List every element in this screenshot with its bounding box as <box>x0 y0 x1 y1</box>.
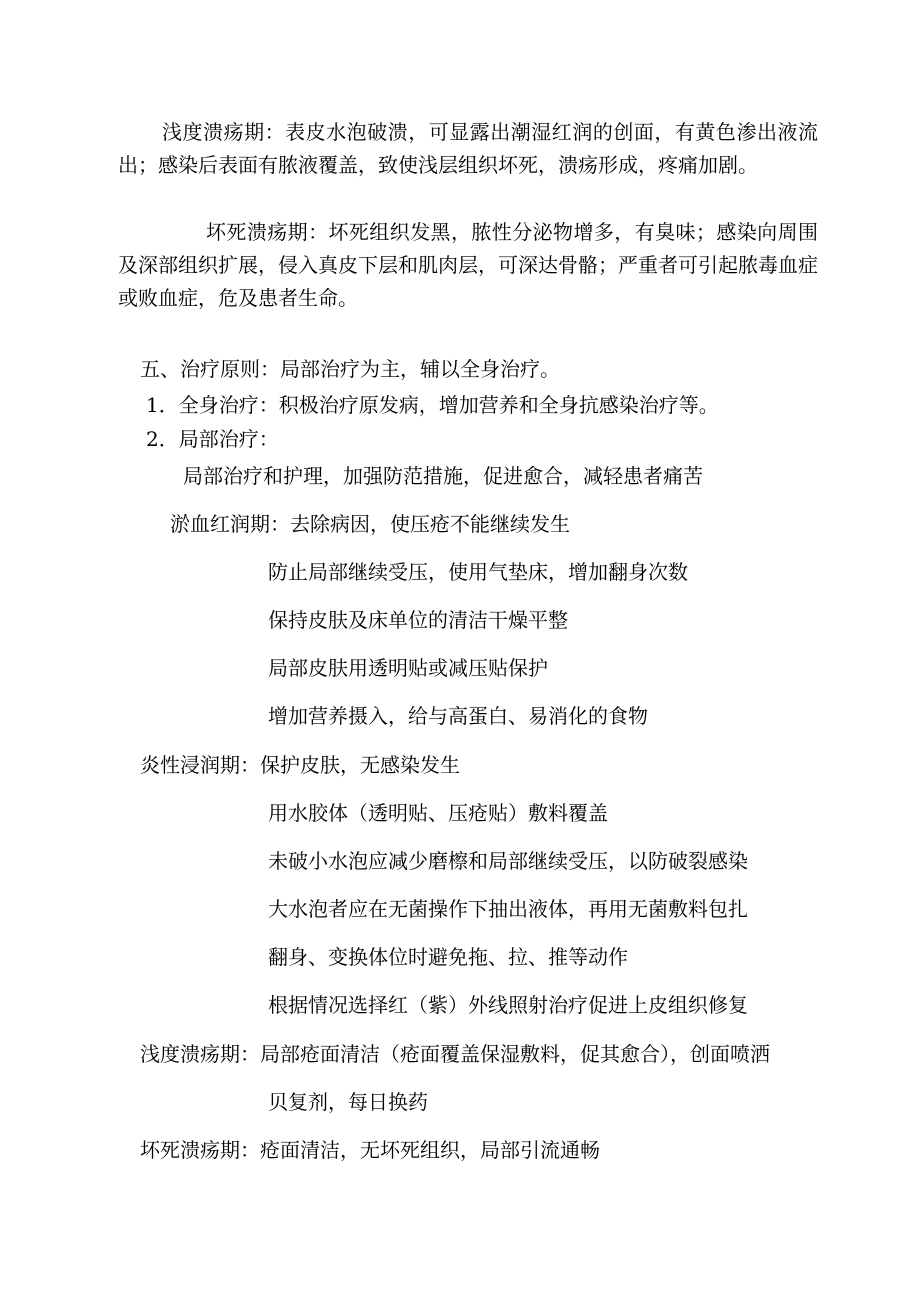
section-heading-treatment: 五、治疗原则：局部治疗为主，辅以全身治疗。 <box>140 357 560 381</box>
systemic-treatment: 1．全身治疗：积极治疗原发病，增加营养和全身抗感染治疗等。 <box>146 393 719 417</box>
list-item: 用水胶体（透明贴、压疮贴）敷料覆盖 <box>268 801 608 825</box>
stage-inflammation-heading: 炎性浸润期：保护皮肤，无感染发生 <box>140 753 460 777</box>
list-item: 根据情况选择红（紫）外线照射治疗促进上皮组织修复 <box>268 993 748 1017</box>
local-treatment-heading: 2．局部治疗： <box>146 427 279 451</box>
stage-shallow-ulcer-heading: 浅度溃疡期：局部疮面清洁（疮面覆盖保湿敷料，促其愈合），创面喷洒 <box>140 1042 770 1066</box>
stage-necrotic-ulcer-heading: 坏死溃疡期：疮面清洁，无坏死组织，局部引流通畅 <box>140 1138 600 1162</box>
stage-congestion-heading: 淤血红润期：去除病因，使压疮不能继续发生 <box>170 512 570 536</box>
local-treatment-summary: 局部治疗和护理，加强防范措施，促进愈合，减轻患者痛苦 <box>183 464 703 488</box>
list-item: 未破小水泡应减少磨檫和局部继续受压，以防破裂感染 <box>268 849 748 873</box>
list-item: 保持皮肤及床单位的清洁干燥平整 <box>268 608 568 632</box>
list-item: 增加营养摄入，给与高蛋白、易消化的食物 <box>268 704 648 728</box>
list-item: 局部皮肤用透明贴或减压贴保护 <box>268 656 548 680</box>
list-item: 大水泡者应在无菌操作下抽出液体，再用无菌敷料包扎 <box>268 897 748 921</box>
list-item: 翻身、变换体位时避免拖、拉、推等动作 <box>268 945 628 969</box>
necrotic-ulcer-description: 坏死溃疡期：坏死组织发黑，脓性分泌物增多，有臭味；感染向周围及深部组织扩展，侵入真皮下层和肌肉层，可深达骨骼；严重者可引起脓毒血症或败血症，危及患者生命。 <box>118 220 818 310</box>
list-item: 防止局部继续受压，使用气垫床，增加翻身次数 <box>268 560 688 584</box>
shallow-ulcer-description: 浅度溃疡期：表皮水泡破溃，可显露出潮湿红润的创面，有黄色渗出液流出；感染后表面有脓液覆盖，致使浅层组织坏死，溃疡形成，疼痛加剧。 <box>118 120 818 177</box>
list-item: 贝复剂，每日换药 <box>268 1090 428 1114</box>
